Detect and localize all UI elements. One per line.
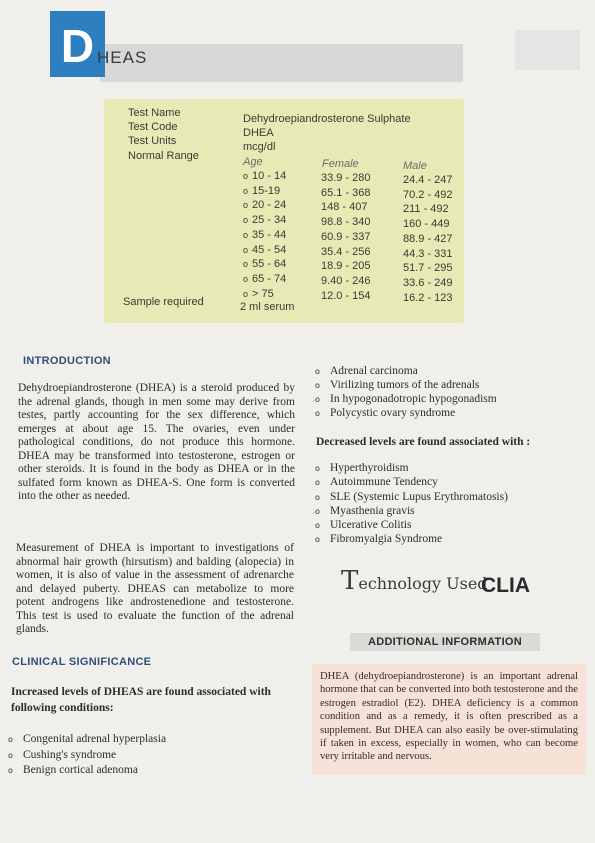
range-male-cell: 211 - 492 xyxy=(403,203,449,216)
list-item xyxy=(315,504,508,518)
range-age-text: 45 - 54 xyxy=(252,243,287,256)
list-item-text: SLE (Systemic Lupus Erythromatosis) xyxy=(330,490,508,503)
sample-required-label: Sample required xyxy=(123,296,204,308)
list-item xyxy=(315,490,508,504)
bullet-marker: o xyxy=(315,464,320,473)
bullet-marker: o xyxy=(243,259,249,270)
range-male-cell: 70.2 - 492 xyxy=(403,188,453,201)
range-female-cell: 148 - 407 xyxy=(321,201,368,214)
test-code-value: DHEA xyxy=(243,127,274,139)
range-age-cell xyxy=(243,258,286,270)
range-female-cell: 33.9 - 280 xyxy=(321,172,371,184)
clinical-significance-heading: CLINICAL SIGNIFICANCE xyxy=(12,656,152,668)
test-units-value: mcg/dl xyxy=(243,141,276,153)
bullet-marker: o xyxy=(315,367,320,376)
range-male-cell: 33.6 - 249 xyxy=(403,276,453,289)
range-male-cell: 16.2 - 123 xyxy=(403,291,453,304)
sample-required-value: 2 ml serum xyxy=(240,301,295,313)
list-item-text: Myasthenia gravis xyxy=(330,504,415,517)
bullet-marker: o xyxy=(243,273,249,284)
list-item xyxy=(315,475,508,489)
range-age-cell xyxy=(243,244,286,256)
increased-levels-intro: Increased levels of DHEAS are found associated with following conditions: xyxy=(11,686,271,714)
bullet-marker: o xyxy=(243,229,249,240)
range-female-cell: 12.0 - 154 xyxy=(321,289,371,302)
range-age-cell xyxy=(243,229,286,241)
list-item-text: Fibromyalgia Syndrome xyxy=(330,533,443,546)
technology-name: CLIA xyxy=(481,574,530,597)
bullet-marker: o xyxy=(243,244,249,255)
list-item-text: Cushing's syndrome xyxy=(23,748,117,761)
title-initial-letter: D xyxy=(60,20,95,72)
bullet-marker: o xyxy=(315,395,320,404)
additional-info-heading: ADDITIONAL INFORMATION xyxy=(367,636,523,648)
list-item xyxy=(315,392,497,406)
additional-info-text: DHEA (dehydroepiandrosterone) is an important adrenal hormone that can be converted into both testosterone and the estrogen estradiol (E2). DHEA deficiency is a common condition and as a remedy, it is often prescribed as a supplement. But DHEA can also easily be over-stimulating if taken in excess, especially in women, who can become very irritable and nervous. xyxy=(320,671,578,763)
bullet-marker: o xyxy=(315,409,320,418)
range-female-cell: 18.9 - 205 xyxy=(321,260,371,273)
range-male-cell: 44.3 - 331 xyxy=(403,247,453,260)
range-age-text: 65 - 74 xyxy=(252,272,287,285)
increased-conditions-list-right xyxy=(315,364,497,420)
range-age-text: 55 - 64 xyxy=(252,258,287,271)
list-item-text: Hyperthyroidism xyxy=(330,462,409,474)
list-item xyxy=(315,378,497,392)
list-item-text: Virilizing tumors of the adrenals xyxy=(330,379,480,391)
range-male-cell: 51.7 - 295 xyxy=(403,262,453,275)
range-age-text: 15-19 xyxy=(252,184,281,197)
list-item-text: Ulcerative Colitis xyxy=(330,519,412,532)
introduction-paragraph-2: Measurement of DHEA is important to investigations of abnormal hair growth (hirsutism) and balding (alopecia) in women, it is also of value in the assessment of adrenarche and delayed puberty. DHEAS can metabolize to more potent androgens like androstenedione and testosterone. This test is used to evaluate the function of the adrenal glands. xyxy=(16,542,294,635)
list-item xyxy=(315,518,508,532)
introduction-heading: INTRODUCTION xyxy=(23,355,111,367)
bullet-marker: o xyxy=(315,478,320,488)
range-male-cell: 88.9 - 427 xyxy=(403,232,453,245)
test-code-label: Test Code xyxy=(128,121,178,133)
list-item-text: Benign cortical adenoma xyxy=(23,764,138,776)
range-female-cell: 60.9 - 337 xyxy=(321,230,371,243)
female-column-header: Female xyxy=(322,158,359,170)
list-item xyxy=(315,461,508,475)
list-item-text: Congenital adrenal hyperplasia xyxy=(23,733,167,745)
bullet-marker: o xyxy=(315,506,320,516)
range-age-cell xyxy=(243,170,286,182)
range-age-text: 20 - 24 xyxy=(252,199,287,212)
list-item-text: Adrenal carcinoma xyxy=(330,365,418,377)
bullet-marker: o xyxy=(315,535,320,545)
list-item xyxy=(8,748,166,764)
range-male-cell: 160 - 449 xyxy=(403,218,450,231)
technology-used-label: Technology Used xyxy=(341,566,488,596)
range-age-text: 25 - 34 xyxy=(252,214,287,227)
test-name-label: Test Name xyxy=(128,107,181,119)
list-item xyxy=(315,364,497,378)
range-age-cell xyxy=(243,288,274,300)
bullet-marker: o xyxy=(315,521,320,531)
list-item-text: In hypogonadotropic hypogonadism xyxy=(330,393,497,405)
list-item-text: Autoimmune Tendency xyxy=(330,476,438,489)
range-age-text: 10 - 14 xyxy=(252,170,287,182)
bullet-marker: o xyxy=(315,492,320,502)
bullet-marker: o xyxy=(8,750,13,760)
decreased-levels-intro: Decreased levels are found associated with : xyxy=(316,436,531,448)
range-female-cell: 65.1 - 368 xyxy=(321,186,371,199)
bullet-marker: o xyxy=(8,735,13,744)
introduction-paragraph-1: Dehydroepiandrosterone (DHEA) is a steroid produced by the adrenal glands, though in men some may derive from testes, partly accounting for the sex difference, which emerges at about age 15. The ovaries, even under pathological conditions, do not produce this hormone. DHEA may be transformed into testosterone, estrogen or other steroids. It is found in the body as DHEA or in the sulfated form known as DHEA-S. One form is converted into the other as needed. xyxy=(18,382,295,502)
list-item xyxy=(315,406,497,420)
decreased-conditions-list xyxy=(315,461,508,547)
bullet-marker: o xyxy=(8,766,13,775)
list-item xyxy=(8,732,166,748)
list-item xyxy=(8,763,166,779)
header-accent-block xyxy=(515,30,580,70)
range-female-cell: 35.4 - 256 xyxy=(321,245,371,258)
range-female-cell: 9.40 - 246 xyxy=(321,274,371,287)
bullet-marker: o xyxy=(243,288,249,299)
test-units-label: Test Units xyxy=(128,135,177,147)
increased-conditions-list-left xyxy=(8,732,166,779)
range-age-text: > 75 xyxy=(252,287,274,300)
list-item xyxy=(315,532,508,546)
range-age-cell xyxy=(243,199,286,211)
test-name-value: Dehydroepiandrosterone Sulphate xyxy=(243,113,411,125)
bullet-marker: o xyxy=(243,215,249,226)
range-age-cell xyxy=(243,214,286,226)
header-bar xyxy=(100,44,463,82)
range-female-cell: 98.8 - 340 xyxy=(321,216,371,229)
page-title: HEAS xyxy=(97,48,148,67)
list-item-text: Polycystic ovary syndrome xyxy=(330,407,456,419)
male-column-header: Male xyxy=(403,160,427,172)
range-age-cell xyxy=(243,273,286,285)
range-male-cell: 24.4 - 247 xyxy=(403,174,453,186)
bullet-marker: o xyxy=(315,381,320,390)
age-column-header: Age xyxy=(243,156,263,168)
normal-range-label: Normal Range xyxy=(128,150,199,162)
bullet-marker: o xyxy=(243,185,249,196)
range-age-cell xyxy=(243,185,280,197)
bullet-marker: o xyxy=(243,200,249,211)
range-age-text: 35 - 44 xyxy=(252,228,287,241)
bullet-marker: o xyxy=(243,171,249,181)
